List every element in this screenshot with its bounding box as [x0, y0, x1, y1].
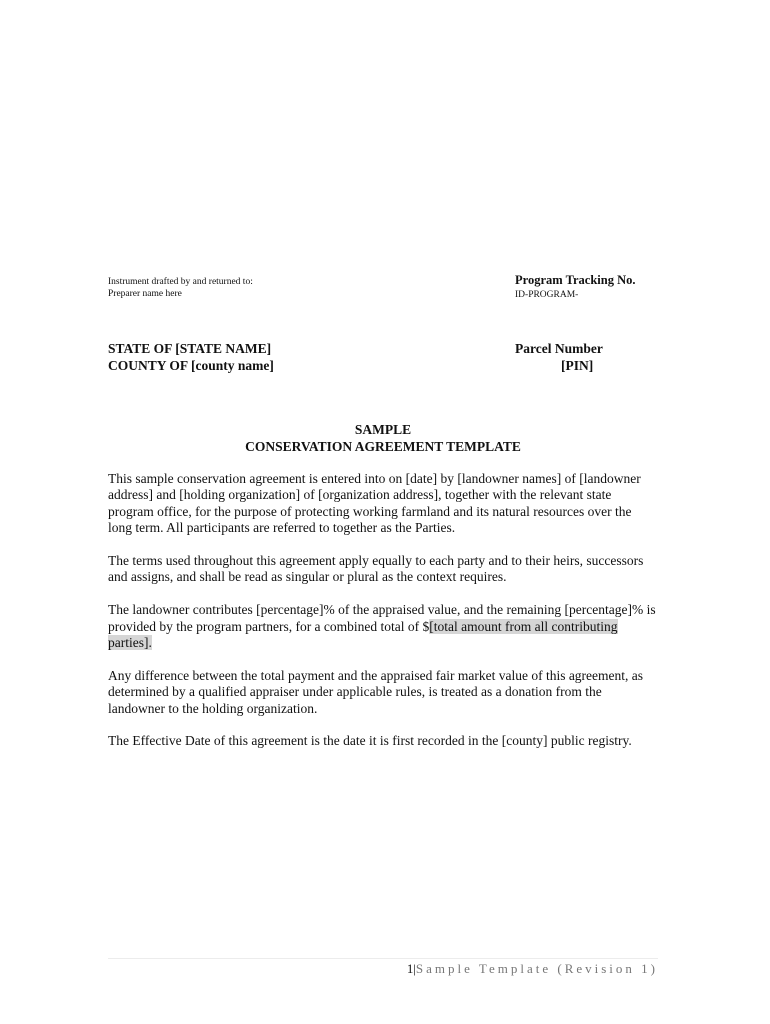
county-line: COUNTY OF [county name]: [108, 358, 274, 373]
paragraph-intro: This sample conservation agreement is entered into on [date] by [landowner names] of [landowner address] and [holding organization] of [organization address], together with the relevant state program office, for the purpose of protecting working farmland and its natural resources over the long term. All participants are referred to together as the Parties.: [108, 471, 641, 536]
tracking-block: [515, 273, 635, 300]
parcel-value: [PIN]: [561, 358, 594, 373]
title-line-2: CONSERVATION AGREEMENT TEMPLATE: [245, 439, 521, 454]
paragraph-effective-date: The Effective Date of this agreement is the date it is first recorded in the [county] public registry.: [108, 733, 632, 749]
tracking-value: ID-PROGRAM-: [515, 290, 579, 300]
caption-block: [108, 340, 274, 374]
preparer-name: Preparer name here: [108, 289, 182, 299]
footer-separator: |: [413, 961, 416, 976]
prepared-by-line: Instrument drafted by and returned to:: [108, 277, 253, 287]
document-body: [108, 471, 656, 766]
state-line: STATE OF [STATE NAME]: [108, 341, 272, 356]
tracking-label: Program Tracking No.: [515, 273, 636, 287]
page-footer: [407, 961, 658, 977]
paragraph-definitions: The terms used throughout this agreement apply equally to each party and to their heirs, successors and assigns, and shall be read as singular or plural as the context requires.: [108, 553, 644, 585]
page-number: 1: [406, 961, 414, 976]
prepared-by-block: [108, 276, 253, 300]
footer-divider: [108, 958, 658, 959]
footer-text: Sample Template (Revision 1): [415, 961, 658, 976]
consideration-text: The landowner contributes [percentage]% of the appraised value, and the remaining [percentage]% is provided by the program partners, for a combined total of $: [108, 602, 656, 634]
title-line-1: SAMPLE: [354, 422, 412, 437]
document-title: [108, 421, 658, 455]
parcel-block: [515, 340, 603, 374]
paragraph-consideration: [108, 602, 656, 651]
parcel-label: Parcel Number: [515, 341, 603, 356]
total-amount-field[interactable]: [total amount from all contributing parties].: [108, 618, 618, 651]
paragraph-valuation: Any difference between the total payment and the appraised fair market value of this agreement, as determined by a qualified appraiser under applicable rules, is treated as a donation from the landowner to the holding organization.: [108, 667, 644, 716]
